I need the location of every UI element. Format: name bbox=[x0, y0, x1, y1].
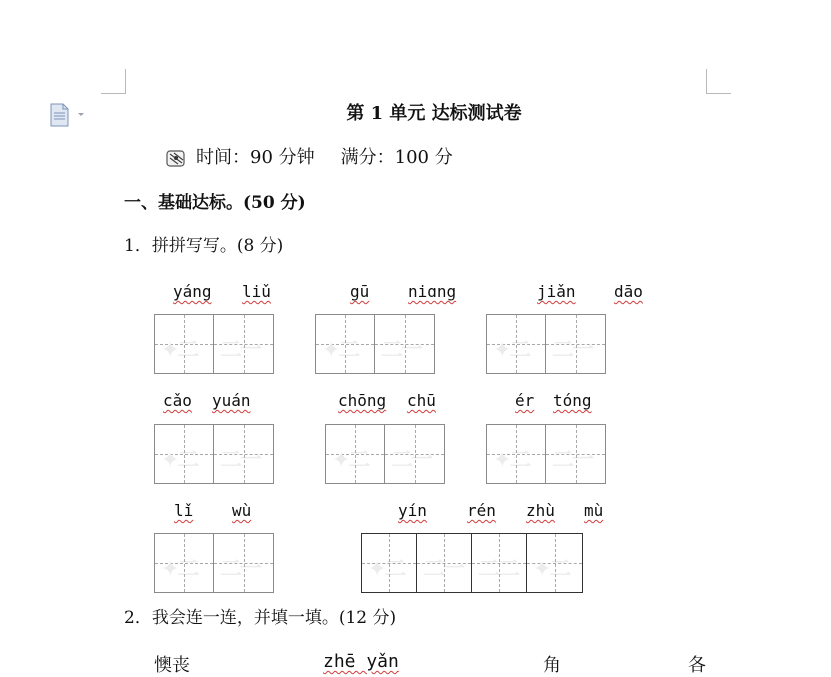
writing-cell[interactable]: 二一 bbox=[214, 315, 273, 373]
writing-cell[interactable]: 二一 bbox=[214, 425, 273, 483]
writing-cell[interactable]: 二一 bbox=[417, 534, 472, 592]
pinyin-label: chōng bbox=[338, 391, 387, 410]
section-heading: 一、基础达标。(50 分) bbox=[124, 193, 306, 213]
clock-icon bbox=[164, 148, 188, 168]
pinyin-label: tóng bbox=[553, 391, 592, 410]
writing-cell[interactable]: ✦二 bbox=[155, 315, 214, 373]
pinyin-label: mù bbox=[584, 501, 604, 520]
writing-cell[interactable]: ✦二 bbox=[155, 534, 214, 592]
writing-cell[interactable]: ✦二 bbox=[487, 315, 546, 373]
question-1-label: 1．拼拼写写。(8 分) bbox=[124, 236, 284, 256]
pinyin-label: dāo bbox=[614, 282, 643, 301]
pinyin-label: ér bbox=[515, 391, 535, 410]
match-word: 懊丧 bbox=[154, 655, 190, 676]
writing-cell[interactable]: 二一 bbox=[214, 534, 273, 592]
match-char: 角 bbox=[543, 655, 561, 676]
pinyin-label: yáng bbox=[173, 282, 212, 301]
match-char: 各 bbox=[688, 655, 706, 676]
writing-cell[interactable]: 二一 bbox=[546, 315, 605, 373]
pinyin-label: rén bbox=[467, 501, 496, 520]
writing-cell[interactable]: 二一 bbox=[375, 315, 434, 373]
writing-cell[interactable]: ✦二 bbox=[527, 534, 582, 592]
writing-grid[interactable] bbox=[154, 533, 274, 593]
writing-cell[interactable]: ✦二 bbox=[362, 534, 417, 592]
pinyin-label: lǐ bbox=[174, 501, 194, 520]
pinyin-label: liǔ bbox=[242, 282, 271, 301]
score-label: 满分： bbox=[340, 147, 395, 168]
writing-grid[interactable] bbox=[361, 533, 583, 593]
page-corner-mark bbox=[101, 69, 126, 94]
time-label: 时间： bbox=[196, 147, 250, 168]
page-title: 第 1 单元 达标测试卷 bbox=[346, 103, 522, 124]
writing-grid[interactable] bbox=[154, 314, 274, 374]
pinyin-label: yuán bbox=[212, 391, 251, 410]
pinyin-label: jiǎn bbox=[537, 282, 576, 301]
page-corner-mark bbox=[706, 69, 731, 94]
writing-cell[interactable]: 二一 bbox=[385, 425, 444, 483]
writing-grid[interactable] bbox=[154, 424, 274, 484]
writing-cell[interactable]: ✦二 bbox=[155, 425, 214, 483]
pinyin-label: chū bbox=[407, 391, 436, 410]
writing-grid[interactable] bbox=[315, 314, 435, 374]
pinyin-label: zhù bbox=[526, 501, 555, 520]
writing-cell[interactable]: 二二 bbox=[472, 534, 527, 592]
time-value: 90 分钟 bbox=[250, 147, 315, 168]
match-pinyin: zhē yǎn bbox=[323, 651, 399, 672]
score-value: 100 分 bbox=[394, 147, 453, 168]
writing-cell[interactable]: 二一 bbox=[546, 425, 605, 483]
pinyin-label: cǎo bbox=[163, 391, 192, 410]
pinyin-label: gū bbox=[350, 282, 370, 301]
pinyin-label: wù bbox=[232, 501, 252, 520]
pinyin-label: niɑng bbox=[408, 282, 457, 301]
writing-grid[interactable] bbox=[325, 424, 445, 484]
writing-grid[interactable] bbox=[486, 314, 606, 374]
writing-cell[interactable]: ✦二 bbox=[326, 425, 385, 483]
writing-cell[interactable]: ✦二 bbox=[487, 425, 546, 483]
question-2-label: 2．我会连一连，并填一填。(12 分) bbox=[124, 608, 397, 628]
exam-info bbox=[164, 148, 453, 168]
pinyin-label: yín bbox=[398, 501, 427, 520]
writing-grid[interactable] bbox=[486, 424, 606, 484]
writing-cell[interactable]: ✦二 bbox=[316, 315, 375, 373]
